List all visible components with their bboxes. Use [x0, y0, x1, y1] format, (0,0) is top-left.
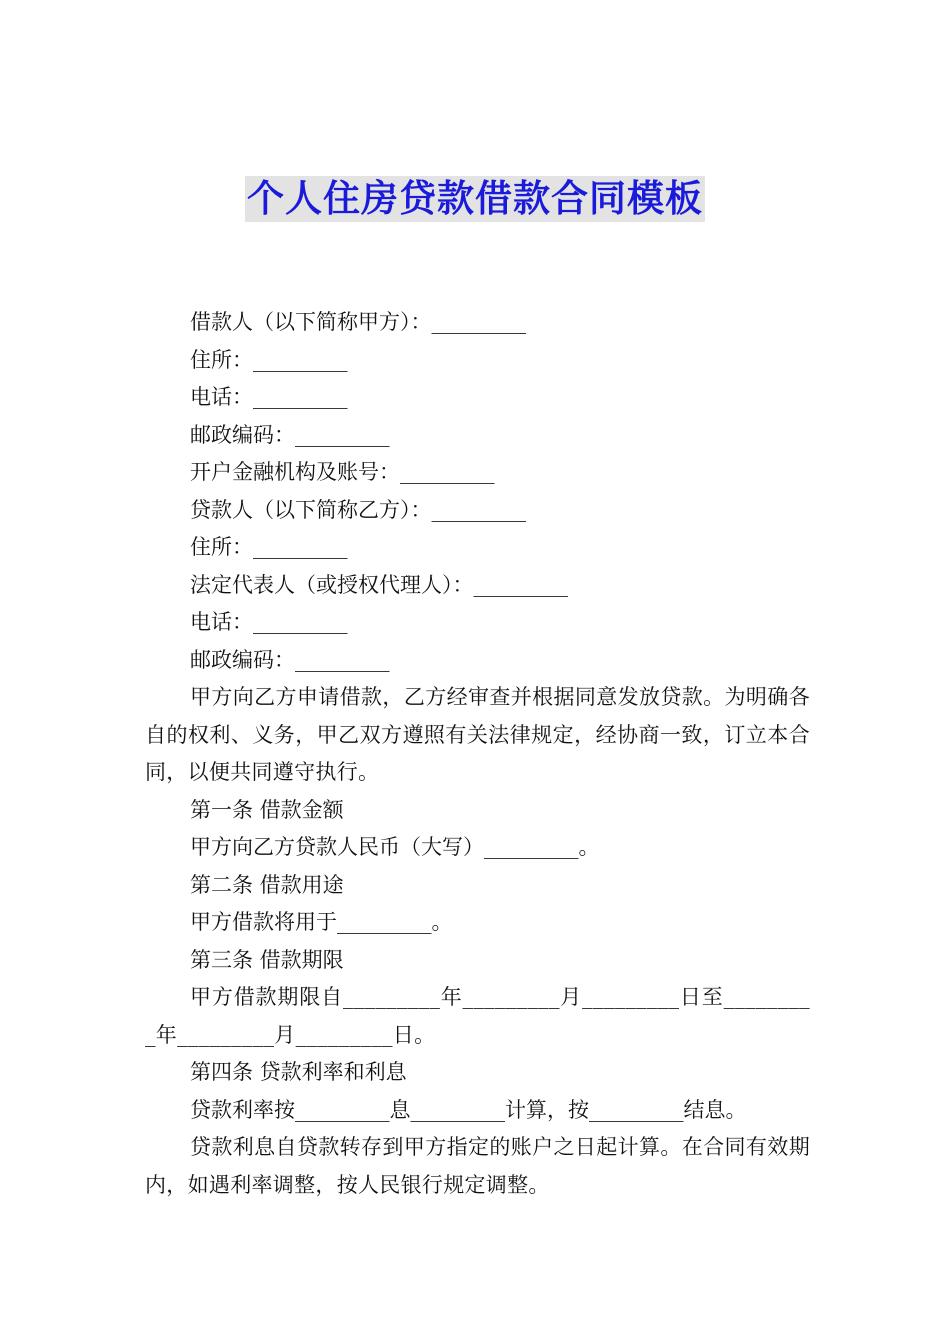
- field-legal-representative: 法定代表人（或授权代理人）：_________: [190, 572, 568, 597]
- field-borrower-phone: 电话：_________: [190, 385, 348, 409]
- article-4-heading: 第四条 贷款利率和利息: [190, 1060, 407, 1084]
- intro-paragraph: 甲方向乙方申请借款，乙方经审查并根据同意发放贷款。为明确各自的权利、义务，甲乙双方遵照有关法律规定，经协商一致，订立本合同，以便共同遵守执行。: [145, 685, 810, 784]
- field-bank-account: 开户金融机构及账号：_________: [190, 460, 495, 484]
- field-borrower-postcode: 邮政编码：_________: [190, 422, 390, 447]
- article-1-heading: 第一条 借款金额: [190, 797, 344, 822]
- document-title: 个人住房贷款借款合同模板: [247, 177, 703, 220]
- article-4-text-2: 贷款利息自贷款转存到甲方指定的账户之日起计算。在合同有效期内，如遇利率调整，按人民银行规定调整。: [145, 1135, 810, 1197]
- article-2-text: 甲方借款将用于_________。: [190, 910, 453, 934]
- article-2-heading: 第二条 借款用途: [190, 872, 344, 897]
- document-header: [0, 176, 950, 222]
- field-lender-address: 住所：_________: [190, 535, 348, 559]
- field-borrower-address: 住所：_________: [190, 347, 348, 372]
- article-3-heading: 第三条 借款期限: [190, 947, 344, 972]
- article-3-text: 甲方借款期限自_________年_________月_________日至_________年_________月_________日。: [145, 985, 810, 1047]
- field-lender-postcode: 邮政编码：_________: [190, 647, 390, 672]
- field-lender-phone: 电话：_________: [190, 610, 348, 634]
- field-borrower: 借款人（以下简称甲方）：_________: [190, 310, 526, 334]
- article-4-text-1: 贷款利率按_________息_________计算，按_________结息。: [190, 1097, 747, 1122]
- article-1-text: 甲方向乙方贷款人民币（大写）_________。: [190, 835, 600, 859]
- contract-body: [145, 304, 810, 1204]
- field-lender: 贷款人（以下简称乙方）：_________: [190, 497, 526, 522]
